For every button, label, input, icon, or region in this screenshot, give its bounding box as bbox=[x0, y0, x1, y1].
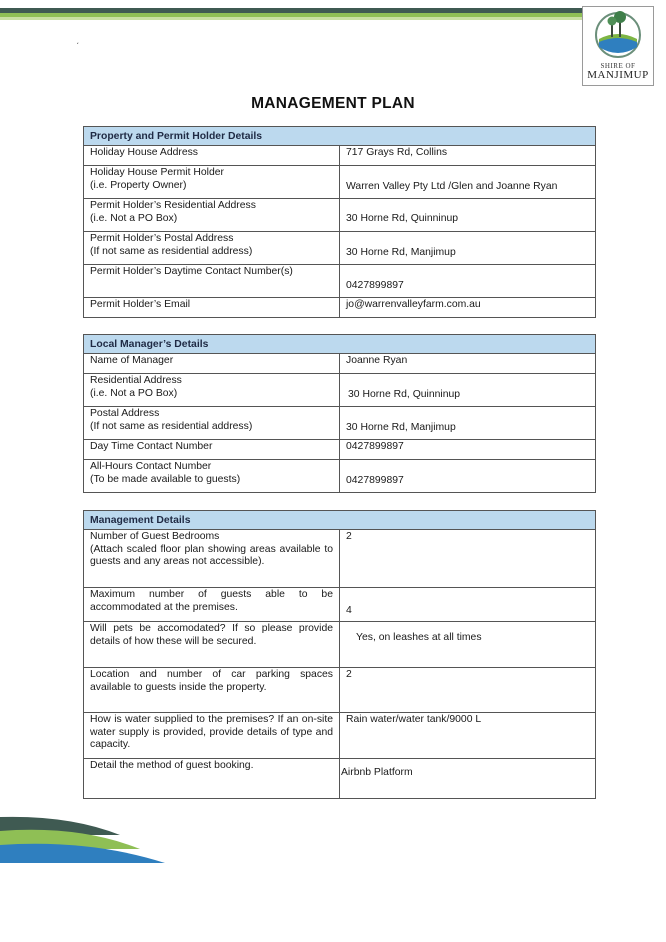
row-label: Permit Holder’s Email bbox=[84, 298, 340, 318]
section-heading: Property and Permit Holder Details bbox=[84, 127, 596, 146]
row-value: 0427899897 bbox=[340, 265, 596, 298]
row-value: 2 bbox=[340, 530, 596, 588]
row-value: Airbnb Platform bbox=[340, 759, 596, 799]
management-details-table bbox=[83, 510, 596, 799]
row-label: Detail the method of guest booking. bbox=[84, 759, 340, 799]
row-label: Permit Holder’s Daytime Contact Number(s) bbox=[84, 265, 340, 298]
row-value: jo@warrenvalleyfarm.com.au bbox=[340, 298, 596, 318]
row-label: All-Hours Contact Number (To be made available to guests) bbox=[84, 460, 340, 493]
shire-logo bbox=[582, 6, 654, 86]
row-value: 2 bbox=[340, 668, 596, 713]
row-value: Yes, on leashes at all times bbox=[340, 622, 596, 668]
row-label: Location and number of car parking spaces available to guests inside the property. bbox=[84, 668, 340, 713]
row-label: Postal Address (If not same as residential address) bbox=[84, 407, 340, 440]
property-details-table bbox=[83, 126, 596, 318]
row-label: Will pets be accomodated? If so please provide details of how these will be secured. bbox=[84, 622, 340, 668]
manager-details-table bbox=[83, 334, 596, 493]
row-value: 30 Horne Rd, Quinninup bbox=[340, 199, 596, 232]
row-label: Holiday House Permit Holder (i.e. Property Owner) bbox=[84, 166, 340, 199]
row-label: Permit Holder’s Residential Address (i.e. Not a PO Box) bbox=[84, 199, 340, 232]
scan-mark: ˏ bbox=[76, 34, 79, 44]
page-title: MANAGEMENT PLAN bbox=[251, 95, 415, 112]
row-value: 0427899897 bbox=[340, 440, 596, 460]
header-color-band bbox=[0, 8, 582, 20]
row-label: Day Time Contact Number bbox=[84, 440, 340, 460]
row-label: Number of Guest Bedrooms (Attach scaled floor plan showing areas available to guests and any areas not accessible). bbox=[84, 530, 340, 588]
logo-line2: MANJIMUP bbox=[587, 69, 649, 81]
row-value: 30 Horne Rd, Manjimup bbox=[340, 232, 596, 265]
row-label: Permit Holder’s Postal Address (If not same as residential address) bbox=[84, 232, 340, 265]
row-label: Maximum number of guests able to be accommodated at the premises. bbox=[84, 588, 340, 622]
row-label: Holiday House Address bbox=[84, 146, 340, 166]
footer-swoosh-graphic bbox=[0, 815, 170, 865]
section-heading: Management Details bbox=[84, 511, 596, 530]
row-label: Name of Manager bbox=[84, 354, 340, 374]
row-label: How is water supplied to the premises? If an on-site water supply is provided, provide details of type and capacity. bbox=[84, 713, 340, 759]
row-value: 717 Grays Rd, Collins bbox=[340, 146, 596, 166]
row-value: 30 Horne Rd, Manjimup bbox=[340, 407, 596, 440]
row-label: Residential Address (i.e. Not a PO Box) bbox=[84, 374, 340, 407]
row-value: Warren Valley Pty Ltd /Glen and Joanne Ryan bbox=[340, 166, 596, 199]
row-value: 30 Horne Rd, Quinninup bbox=[340, 374, 596, 407]
row-value: Joanne Ryan bbox=[340, 354, 596, 374]
row-value: 0427899897 bbox=[340, 460, 596, 493]
logo-line1: SHIRE OF bbox=[600, 62, 636, 70]
row-value: Rain water/water tank/9000 L bbox=[340, 713, 596, 759]
row-value: 4 bbox=[340, 588, 596, 622]
section-heading: Local Manager’s Details bbox=[84, 335, 596, 354]
